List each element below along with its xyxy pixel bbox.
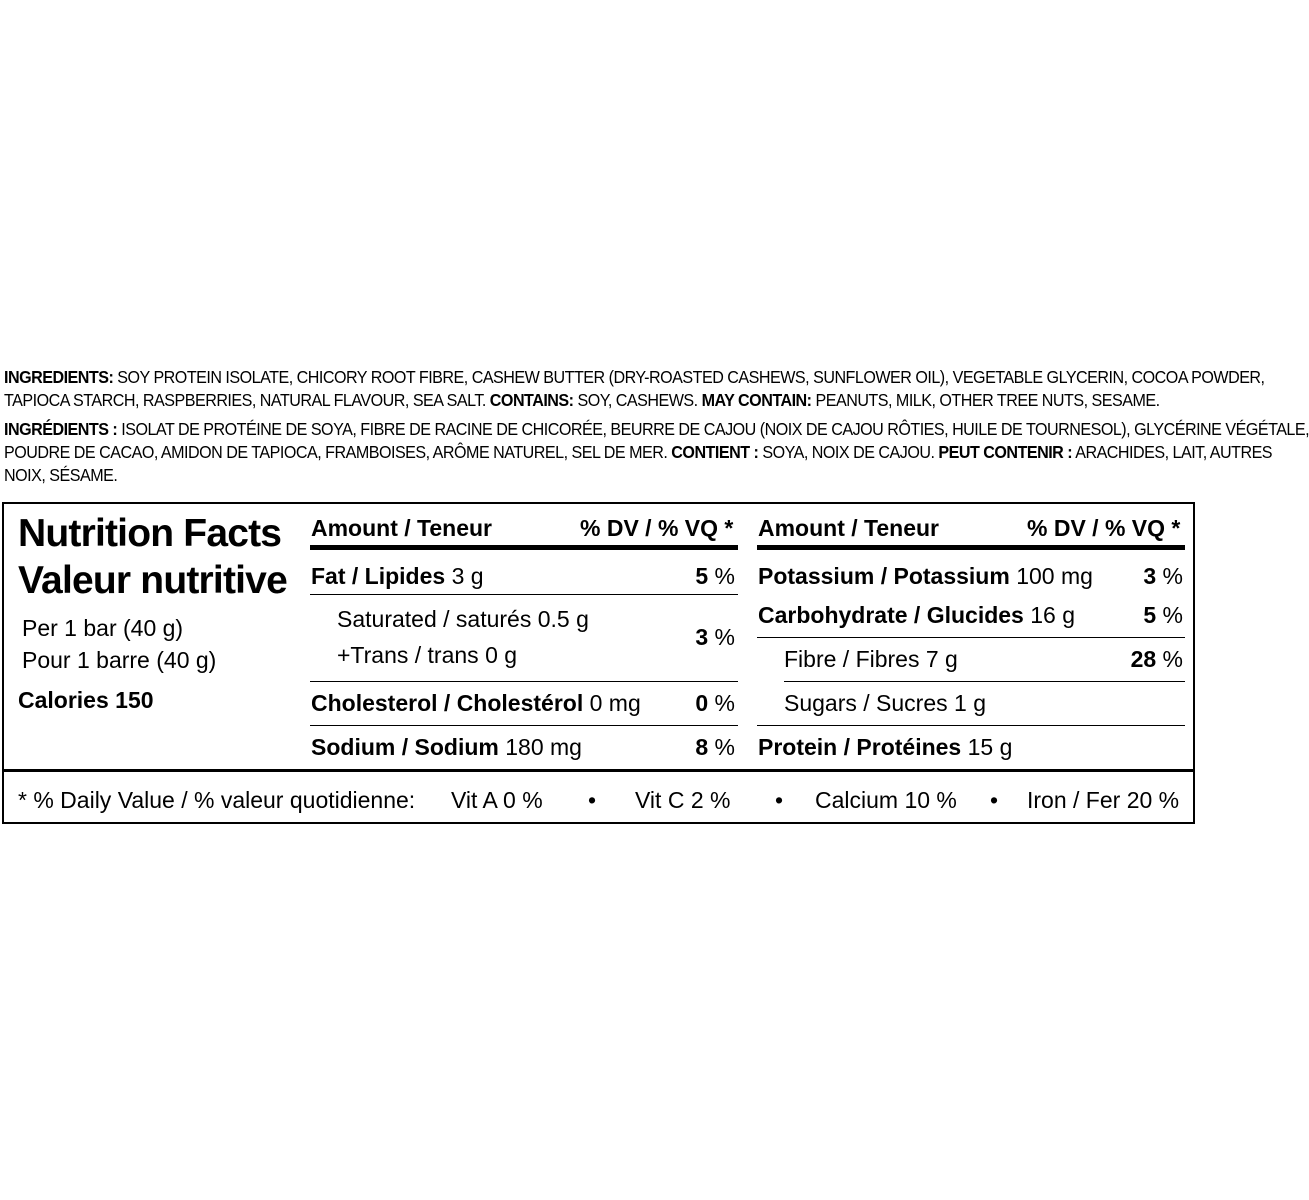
may-contain-fr-text: ARACHIDES, LAIT, AUTRES: [1072, 442, 1273, 462]
fibre-pct-unit: %: [1156, 646, 1183, 672]
right-header-dv: % DV / % VQ *: [1027, 515, 1181, 541]
fat-name: Fat / Lipides: [311, 563, 446, 589]
title-french: Valeur nutritive: [18, 559, 287, 602]
potassium-row: [758, 563, 1093, 590]
contains-fr-text: SOYA, NOIX DE CAJOU.: [758, 442, 939, 462]
fibre-row: Fibre / Fibres 7 g: [784, 646, 958, 672]
fat-amount: 3 g: [445, 563, 484, 589]
cholesterol-name: Cholesterol / Cholestérol: [311, 690, 584, 716]
sodium-name: Sodium / Sodium: [311, 734, 499, 760]
carbohydrate-pct-unit: %: [1156, 602, 1183, 628]
sodium-row: [311, 734, 582, 761]
fat-pct-unit: %: [708, 563, 735, 589]
potassium-name: Potassium / Potassium: [758, 563, 1010, 589]
potassium-pct: 3: [1143, 563, 1157, 589]
fat-row: [311, 563, 484, 590]
saturated-row: Saturated / saturés 0.5 g: [337, 606, 589, 632]
may-contain-en-label: MAY CONTAIN:: [701, 390, 812, 410]
vitamin-a: Vit A 0 %: [451, 787, 543, 813]
carbohydrate-name: Carbohydrate / Glucides: [758, 602, 1024, 628]
right-divider-1: [757, 637, 1185, 638]
serving-size-french: Pour 1 barre (40 g): [22, 647, 217, 673]
serving-size-english: Per 1 bar (40 g): [22, 615, 184, 641]
right-divider-3: [757, 725, 1185, 726]
sodium-pct-unit: %: [708, 734, 735, 760]
ingredients-en-line-1: [4, 366, 1265, 389]
mid-divider-1: [310, 594, 738, 595]
fat-pct: 5: [695, 563, 709, 589]
sodium-amount: 180 mg: [498, 734, 582, 760]
fibre-pct: 28: [1130, 646, 1157, 672]
ingredients-english: [4, 366, 1265, 412]
contains-en-label: CONTAINS:: [489, 390, 574, 410]
right-header-amount: Amount / Teneur: [758, 515, 940, 541]
nutrition-facts-panel: [2, 502, 1195, 824]
sodium-dv: [664, 734, 735, 761]
calcium: Calcium 10 %: [815, 787, 957, 813]
contains-fr-label: CONTIENT :: [671, 442, 759, 462]
mid-header-amount: Amount / Teneur: [311, 515, 493, 541]
mid-divider-2: [310, 681, 738, 682]
potassium-dv: [1104, 563, 1183, 590]
cholesterol-amount: 0 mg: [583, 690, 641, 716]
cholesterol-pct: 0: [695, 690, 709, 716]
cholesterol-dv: [664, 690, 735, 717]
fibre-dv: [1104, 646, 1183, 673]
contains-en-text: SOY, CASHEWS.: [573, 390, 702, 410]
sat-trans-pct: 3: [695, 624, 709, 650]
ingredients-en-text-2: TAPIOCA STARCH, RASPBERRIES, NATURAL FLAVOUR, SEA SALT.: [4, 390, 490, 410]
mid-divider-3: [310, 725, 738, 726]
bullet-2: •: [775, 787, 784, 813]
ingredients-fr-text-1: ISOLAT DE PROTÉINE DE SOYA, FIBRE DE RACINE DE CHICORÉE, BEURRE DE CAJOU (NOIX DE CAJOU RÔTIES, HUILE DE TOURNESOL), GLYCÉRINE VÉGÉTALE,: [117, 419, 1309, 439]
ingredients-fr-line-3: [4, 464, 1102, 487]
trans-row: +Trans / trans 0 g: [337, 642, 518, 668]
sodium-pct: 8: [695, 734, 709, 760]
potassium-pct-unit: %: [1156, 563, 1183, 589]
cholesterol-pct-unit: %: [708, 690, 735, 716]
cholesterol-row: [311, 690, 641, 717]
fat-dv: [664, 563, 735, 590]
ingredients-french: [4, 418, 1309, 487]
may-contain-en-text: PEANUTS, MILK, OTHER TREE NUTS, SESAME.: [811, 390, 1160, 410]
ingredients-fr-line-1: [4, 418, 1309, 441]
right-divider-2: [784, 681, 1185, 682]
may-contain-fr-label: PEUT CONTENIR :: [938, 442, 1073, 462]
protein-amount: 15 g: [961, 734, 1013, 760]
iron: Iron / Fer 20 %: [1027, 787, 1180, 813]
sat-trans-pct-unit: %: [708, 624, 735, 650]
ingredients-fr-text-3: NOIX, SÉSAME.: [4, 465, 118, 485]
ingredients-en-line-2: [4, 389, 1160, 412]
carbohydrate-pct: 5: [1143, 602, 1157, 628]
sat-trans-dv: [664, 624, 735, 651]
bullet-3: •: [990, 787, 999, 813]
carbohydrate-row: [758, 602, 1075, 629]
bullet-1: •: [588, 787, 597, 813]
daily-value-note: * % Daily Value / % valeur quotidienne:: [18, 787, 416, 813]
ingredients-en-text-1: SOY PROTEIN ISOLATE, CHICORY ROOT FIBRE, CASHEW BUTTER (DRY-ROASTED CASHEWS, SUNFLOWER OIL), VEGETABLE GLYCERIN, COCOA POWDER,: [113, 367, 1265, 387]
ingredients-fr-text-2: POUDRE DE CACAO, AMIDON DE TAPIOCA, FRAMBOISES, ARÔME NATUREL, SEL DE MER.: [4, 442, 672, 462]
carbohydrate-amount: 16 g: [1023, 602, 1076, 628]
right-header-rule: [757, 545, 1185, 550]
ingredients-fr-label: INGRÉDIENTS :: [4, 419, 118, 439]
calories: Calories 150: [18, 687, 154, 713]
carbohydrate-dv: [1104, 602, 1183, 629]
footer-rule: [4, 769, 1193, 772]
vitamin-c: Vit C 2 %: [635, 787, 731, 813]
protein-row: [758, 734, 1012, 761]
ingredients-en-label: INGREDIENTS:: [4, 367, 114, 387]
title-english: Nutrition Facts: [18, 512, 282, 555]
potassium-amount: 100 mg: [1009, 563, 1093, 589]
mid-header-rule: [310, 545, 738, 550]
protein-name: Protein / Protéines: [758, 734, 962, 760]
sugars-row: Sugars / Sucres 1 g: [784, 690, 986, 716]
mid-header-dv: % DV / % VQ *: [580, 515, 734, 541]
ingredients-fr-line-2: [4, 441, 1273, 464]
